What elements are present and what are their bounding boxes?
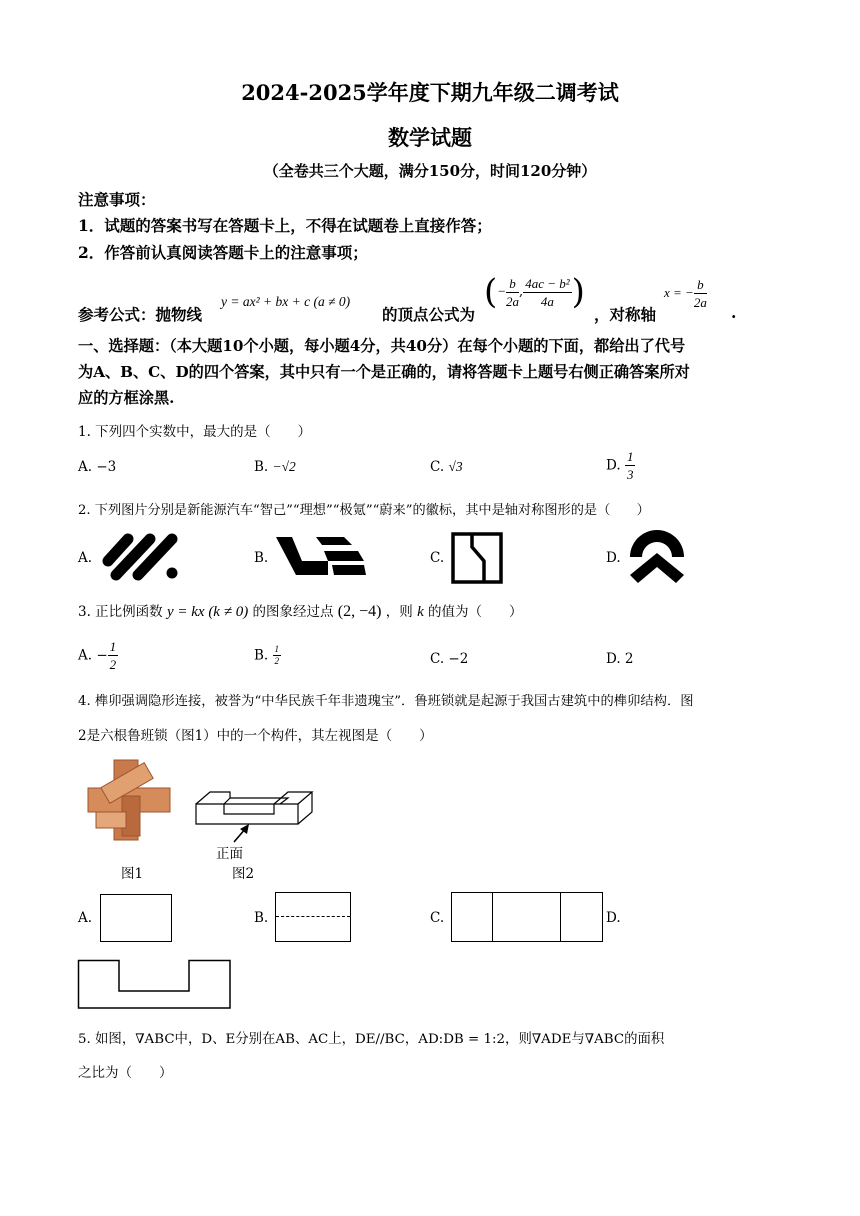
q4-option-a-label[interactable]: A. xyxy=(78,910,93,926)
exam-title: 2024-2025学年度下期九年级二调考试 xyxy=(241,80,619,105)
q3-stem-a: 3. 正比例函数 xyxy=(78,604,163,620)
q1-b-value: −√2 xyxy=(272,459,296,474)
vertex-formula: (− $\frac{b}{2a}$ , $\frac{\text{4ac − b²}}{4a}$ ) xyxy=(484,272,585,312)
q3-stem-c: ，则 xyxy=(385,604,413,620)
q4-option-a-figure xyxy=(100,894,172,942)
front-label: 正面 xyxy=(216,846,243,862)
formula-end: . xyxy=(731,303,737,322)
formula-vertex-text: 的顶点公式为 xyxy=(382,305,476,324)
q3-stem-b: 的图象经过点 xyxy=(252,604,334,620)
vertex-y-num: 4ac − b² xyxy=(525,275,570,291)
front-arrow-icon xyxy=(230,822,254,844)
q3-b-den: 2 xyxy=(274,656,280,666)
section1-line2: 为A、B、C、D的四个答案，其中只有一个是正确的，请将答题卡上题号右侧正确答案所对 xyxy=(78,363,690,381)
component-left-top xyxy=(196,792,230,804)
q3-a-num: 1 xyxy=(109,639,117,654)
q2-option-b-label[interactable]: B. xyxy=(254,550,269,566)
q2-option-d-label[interactable]: D. xyxy=(606,550,621,566)
q1-d-label: D. xyxy=(606,457,621,474)
logo-zhiji-icon xyxy=(98,531,182,583)
notice-item-1: 1．试题的答案书写在答题卡上，不得在试题卷上直接作答； xyxy=(78,216,492,235)
axis-num: b xyxy=(694,276,707,294)
q3-b-num: 1 xyxy=(274,644,280,654)
component-right-side xyxy=(298,792,312,824)
component-figure xyxy=(192,784,322,842)
axis-den: 2a xyxy=(693,295,707,310)
formula-parabola: y = ax² + bx + c (a ≠ 0) xyxy=(221,294,351,309)
section1-line1: 一、选择题：（本大题10个小题，每小题4分，共40分）在每个小题的下面，都给出了代号 xyxy=(78,337,686,355)
logo-lixiang-icon xyxy=(272,535,368,579)
q3-stem xyxy=(78,600,523,621)
q3-a-sign: − xyxy=(96,647,108,664)
q1-c-value: √3 xyxy=(448,459,463,474)
q4-line1: 4. 榫卯强调隐形连接，被誉为“中华民族千年非遗瑰宝”．鲁班锁就是起源于我国古建筑中的榫卯结构．图 xyxy=(78,694,694,709)
q3-option-d[interactable]: D. 2 xyxy=(606,651,634,667)
logo-jike-line xyxy=(472,534,484,582)
fig1-caption: 图1 xyxy=(121,866,144,882)
component-notch xyxy=(224,804,274,814)
fig2-caption: 图2 xyxy=(232,866,255,882)
q3-a-den: 2 xyxy=(109,657,117,672)
q4-option-c-label[interactable]: C. xyxy=(430,910,445,926)
logo-lixiang-left xyxy=(276,537,328,575)
logo-jike-frame xyxy=(453,534,501,582)
logo-weilai-icon xyxy=(626,527,688,585)
lock-bar-lower xyxy=(96,812,126,828)
q3-func: y = kx (k ≠ 0) xyxy=(166,604,249,620)
logo-jike-icon xyxy=(450,531,504,585)
notice-item-2: 2．作答前认真阅读答题卡上的注意事项； xyxy=(78,243,368,262)
q3-stem-d: 的值为（ ） xyxy=(428,604,523,620)
formula-axis-text: ，对称轴 xyxy=(594,305,657,324)
q1-option-a[interactable]: A. −3 xyxy=(78,459,117,475)
q4-option-c-divider-1 xyxy=(492,893,493,941)
logo-lixiang-mid xyxy=(324,551,364,561)
q4-option-b-figure xyxy=(275,892,351,942)
vertex-y-den: 4a xyxy=(540,293,554,309)
q1-option-b[interactable] xyxy=(254,459,296,475)
q3-option-a[interactable] xyxy=(78,638,118,673)
vertex-x-num: b xyxy=(506,275,519,293)
section1-line3: 应的方框涂黑. xyxy=(78,389,175,407)
q4-option-b-label[interactable]: B. xyxy=(254,910,269,926)
logo-weilai-arc xyxy=(630,530,684,557)
q2-option-c-label[interactable]: C. xyxy=(430,550,445,566)
q4-option-c-divider-2 xyxy=(560,893,561,941)
q4-option-c-figure xyxy=(451,892,603,942)
q1-b-label: B. xyxy=(254,459,269,475)
q3-option-c[interactable]: C. −2 xyxy=(430,651,469,667)
q3-point: (2, −4) xyxy=(337,603,382,620)
q1-d-num: 1 xyxy=(626,449,634,464)
axis-lhs: x = − xyxy=(664,285,694,300)
notice-heading: 注意事项： xyxy=(78,190,156,209)
q1-option-d[interactable] xyxy=(606,448,635,483)
q1-option-c[interactable] xyxy=(430,459,463,475)
logo-zhiji-dot xyxy=(167,568,178,579)
q3-b-label: B. xyxy=(254,647,269,664)
axis-formula xyxy=(664,276,707,311)
logo-weilai-chevron xyxy=(630,553,684,583)
q1-stem: 1. 下列四个实数中，最大的是（ ） xyxy=(78,424,312,440)
exam-info: （全卷共三个大题，满分150分，时间120分钟） xyxy=(263,162,597,180)
q3-option-b[interactable] xyxy=(254,644,281,667)
q4-line2: 2是六根鲁班锁（图1）中的一个构件，其左视图是（ ） xyxy=(78,728,433,744)
vertex-x-den: 2a xyxy=(506,293,520,309)
logo-lixiang-bottom xyxy=(332,565,366,575)
q5-line1: 5. 如图，∇ABC中，D、E分别在AB、AC上，DE//BC，AD:DB = 1:2，则∇ADE与∇ABC的面积 xyxy=(78,1032,665,1047)
q4-option-d-figure xyxy=(77,959,233,1011)
q4-option-b-dashed-line xyxy=(276,916,350,917)
luban-lock-image xyxy=(84,756,174,844)
q1-c-label: C. xyxy=(430,459,445,475)
logo-lixiang-top xyxy=(316,537,352,545)
q5-line2: 之比为（ ） xyxy=(78,1065,173,1081)
q3-k: k xyxy=(417,604,424,620)
q4-option-d-label[interactable]: D. xyxy=(606,910,621,926)
q1-d-den: 3 xyxy=(626,467,634,482)
exam-subject: 数学试题 xyxy=(388,125,472,150)
q2-stem: 2. 下列图片分别是新能源汽车“智己”“理想”“极氪”“蔚来”的徽标，其中是轴对称图形的是（ ） xyxy=(78,503,650,518)
q3-a-label: A. xyxy=(78,647,93,664)
formula-prefix: 参考公式：抛物线 xyxy=(78,305,203,324)
q4-option-d-outline xyxy=(79,961,231,1009)
q2-option-a-label[interactable]: A. xyxy=(78,550,93,566)
